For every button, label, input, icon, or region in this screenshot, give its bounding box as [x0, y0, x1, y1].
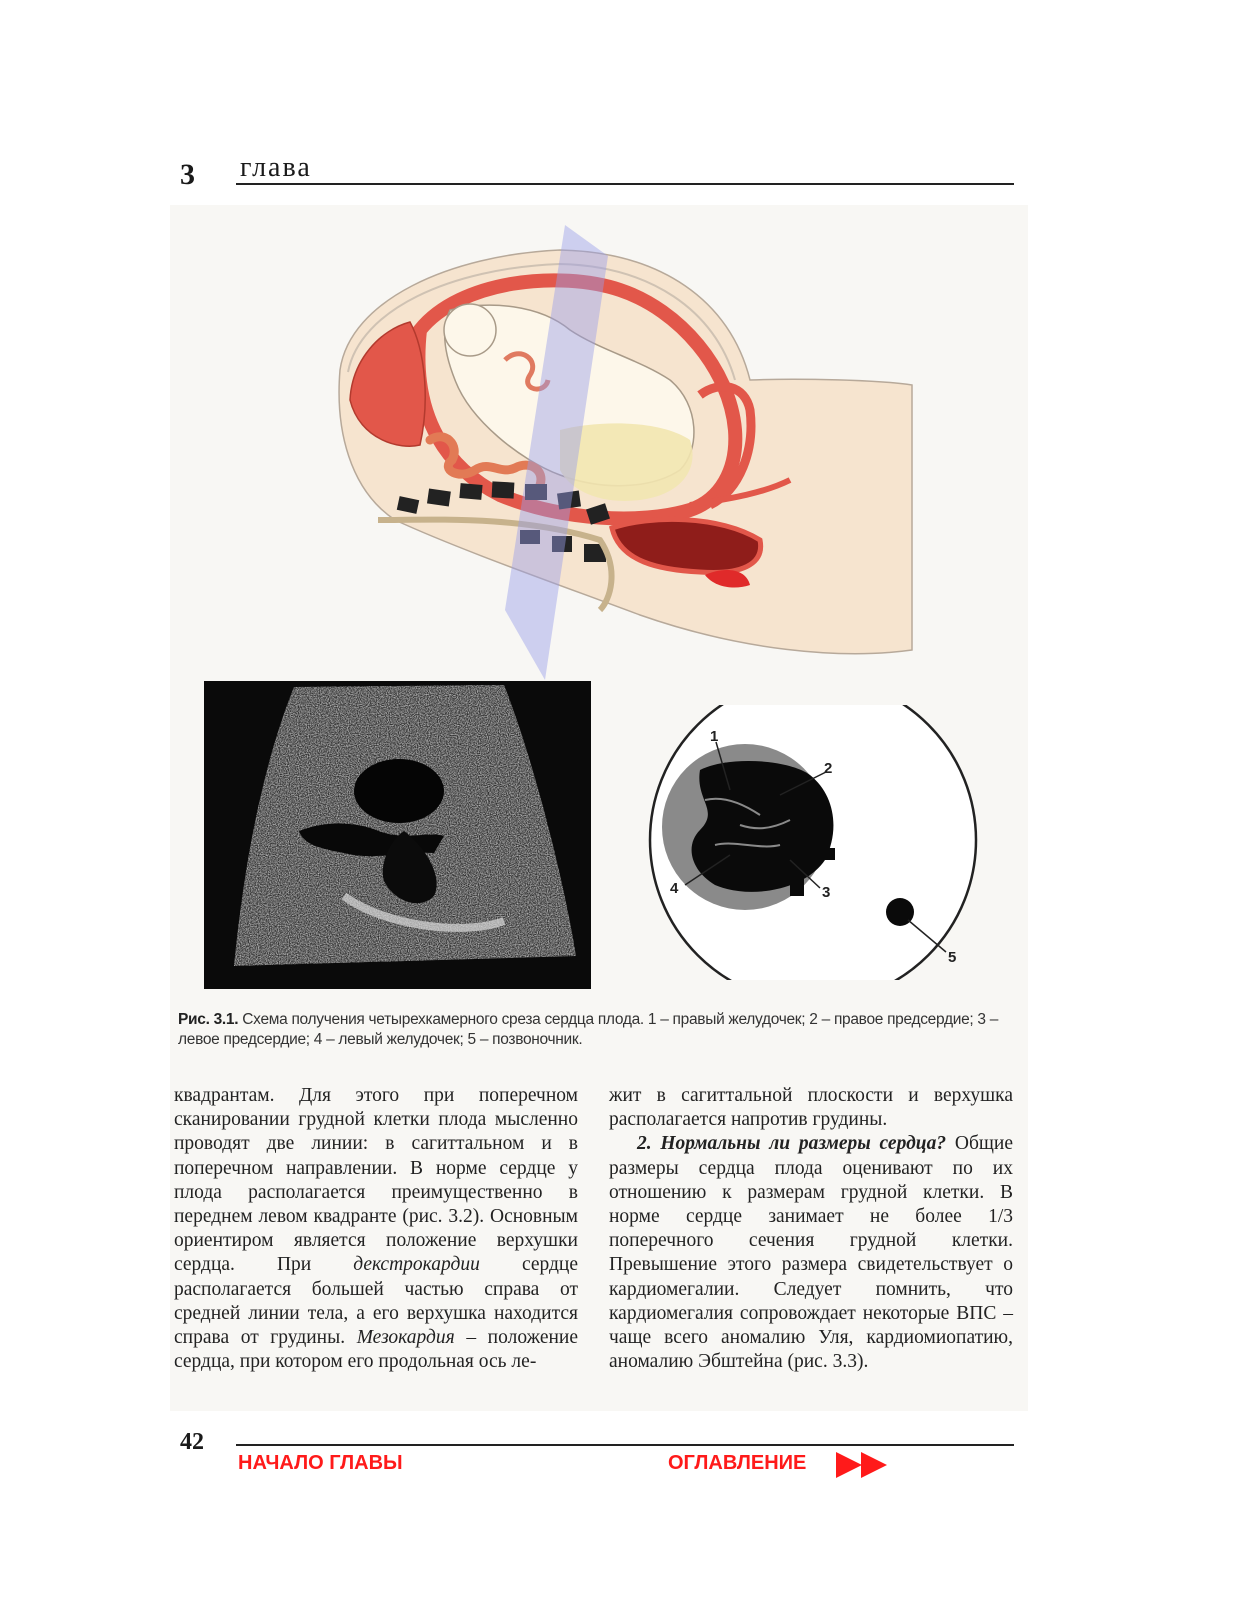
ultrasound-scan-view	[204, 681, 591, 989]
diagram-label-1: 1	[710, 728, 719, 745]
footer-rule	[236, 1444, 1014, 1446]
text-run: квадрантам. Для этого при поперечном сканировании грудной клетки плода мысленно проводят две линии: в сагиттальном и в поперечном направлении. В норме сердце у плода располагается преимущественно в переднем левом квадранте (рис. 3.2). Основным ориентиром является положение верхушки сердца. При	[174, 1085, 578, 1276]
text-column-right	[609, 1084, 1013, 1374]
chapter-number: 3	[180, 158, 195, 191]
diagram-label-5: 5	[948, 949, 957, 966]
figure-caption	[178, 1010, 1018, 1050]
paragraph	[609, 1132, 1013, 1374]
caption-text: Схема получения четырехкамерного среза сердца плода. 1 – правый желудочек; 2 – правое предсердие; 3 – левое предсердие; 4 – левый желудочек; 5 – позвоночник.	[178, 1011, 999, 1048]
question-heading: 2. Нормальны ли размеры сердца?	[637, 1133, 947, 1155]
ultrasound-image	[204, 681, 591, 989]
diagram-label-2: 2	[824, 760, 833, 777]
page-number: 42	[180, 1429, 204, 1455]
text-column-left	[174, 1084, 578, 1374]
diagram-label-4: 4	[670, 880, 679, 897]
chapter-start-link[interactable]: НАЧАЛО ГЛАВЫ	[238, 1452, 403, 1474]
four-chamber-diagram	[648, 705, 998, 980]
next-page-arrow-icon[interactable]	[836, 1452, 890, 1478]
text-run: Общие размеры сердца плода оценивают по их отношению к размерам грудной клетки. В норме сердце занимает не более 1/3 поперечного сечения грудной клетки. Превышение этого размера свидетельствует о кардиомегалии. Следует помнить, что кардиомегалия сопровождает некоторые ВПС – чаще всего аномалию Уля, кардиомиопатию, аномалию Эбштейна (рис. 3.3).	[609, 1133, 1013, 1373]
sagittal-scan-illustration	[300, 220, 920, 690]
paragraph	[174, 1084, 578, 1374]
text-run: сердце располагается большей частью справа от средней линии тела, а его верхушка находится справа от грудины.	[174, 1254, 578, 1349]
term-mesocardia: Мезокардия	[356, 1327, 455, 1349]
text-run: – положение сердца, при котором его продольная ось ле-	[174, 1327, 578, 1373]
caption-label: Рис. 3.1.	[178, 1011, 239, 1028]
paragraph: жит в сагиттальной плоскости и верхушка располагается напротив грудины.	[609, 1085, 1013, 1131]
header-rule	[236, 183, 1014, 185]
term-dextrocardia: декстрокардии	[353, 1254, 480, 1276]
diagram-label-3: 3	[822, 884, 831, 901]
table-of-contents-link[interactable]: ОГЛАВЛЕНИЕ	[668, 1452, 807, 1474]
chapter-word: глава	[240, 152, 312, 183]
